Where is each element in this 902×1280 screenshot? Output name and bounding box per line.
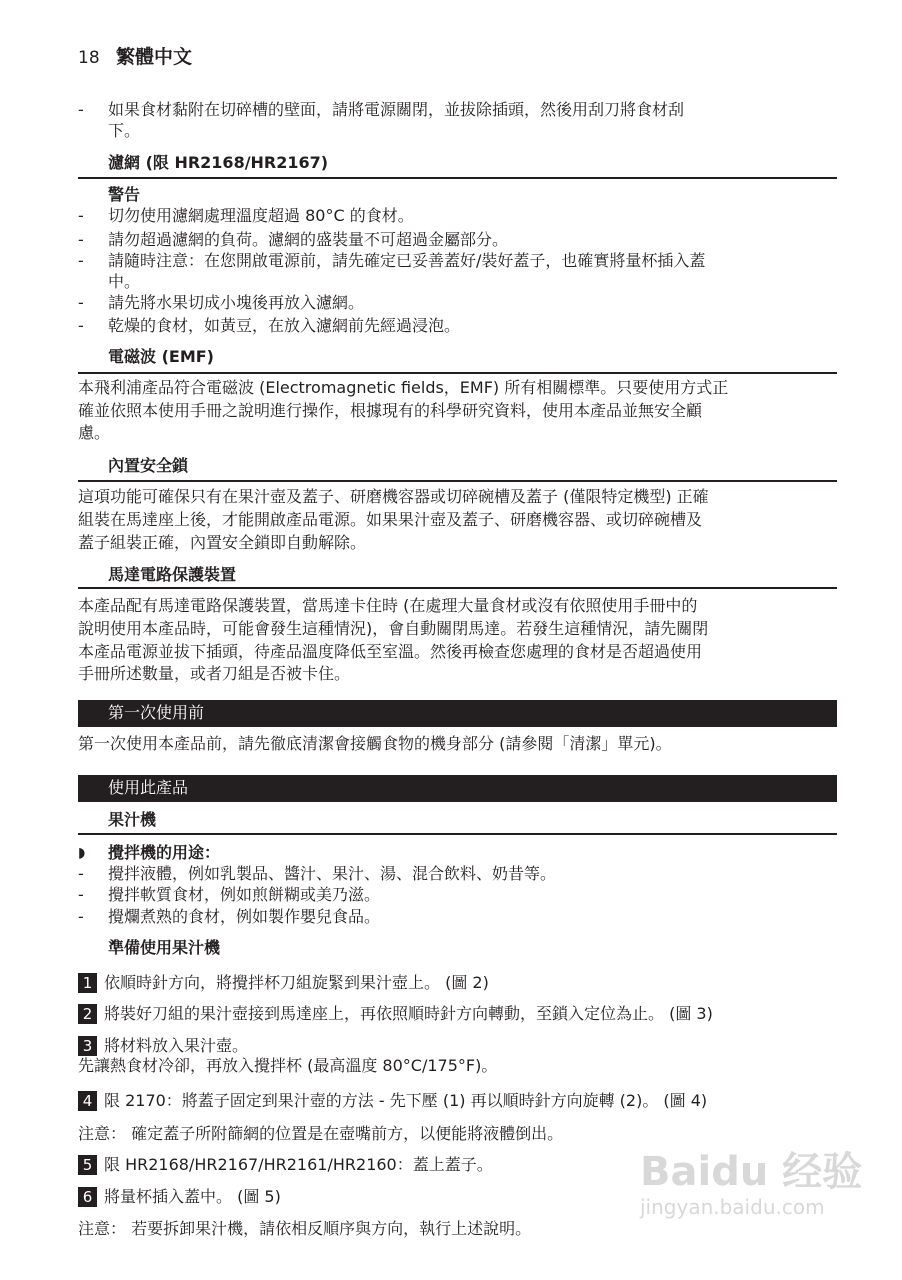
watermark-brand: Baidu 经验 xyxy=(640,1149,863,1195)
filter-heading: 濾網 (限 HR2168/HR2167) xyxy=(108,153,329,172)
purpose-item: 攪拌軟質食材，例如煎餅糊或美乃滋。 xyxy=(108,885,381,904)
bullet-dash: - xyxy=(78,251,84,270)
bullet-dash: - xyxy=(78,293,84,312)
emf-line: 本飛利浦產品符合電磁波 (Electromagnetic fields，EMF) 所有相關標準。只要使用方式正 xyxy=(78,378,729,397)
page-number: 18 xyxy=(78,48,100,68)
safety-lock-heading: 內置安全鎖 xyxy=(108,456,189,475)
divider xyxy=(78,480,837,482)
safety-lock-line: 組裝在馬達座上後，才能開啟產品電源。如果果汁壺及蓋子、研磨機容器、或切碎碗槽及 xyxy=(78,510,703,529)
intro-line: 如果食材黏附在切碎槽的壁面，請將電源關閉，並拔除插頭，然後用刮刀將食材刮 xyxy=(108,100,685,119)
step-text: 將量杯插入蓋中。 (圖 5) xyxy=(104,1187,281,1206)
step-number: 3 xyxy=(78,1036,97,1056)
motor-line: 說明使用本產品時，可能會發生這種情況)，會自動關閉馬達。若發生這種情況，請先關閉 xyxy=(78,619,709,638)
bullet-dash: - xyxy=(78,907,84,926)
step-text: 依順時針方向，將攪拌杯刀組旋緊到果汁壺上。 (圖 2) xyxy=(104,973,489,992)
warning-label: 警告 xyxy=(108,185,141,204)
warning-item: 請勿超過濾網的負荷。濾網的盛裝量不可超過金屬部分。 xyxy=(108,230,509,249)
step-text: 將材料放入果汁壺。 xyxy=(104,1036,249,1055)
purpose-title: 攪拌機的用途： xyxy=(108,843,221,862)
warning-item: 請先將水果切成小塊後再放入濾網。 xyxy=(108,293,365,312)
warning-item: 請隨時注意：在您開啟電源前，請先確定已妥善蓋好/裝好蓋子，也確實將量杯插入蓋 xyxy=(108,251,706,270)
prep-heading: 準備使用果汁機 xyxy=(108,938,221,957)
warning-item: 切勿使用濾網處理溫度超過 80°C 的食材。 xyxy=(108,206,414,225)
emf-heading: 電磁波 (EMF) xyxy=(108,347,214,366)
safety-lock-line: 這項功能可確保只有在果汁壺及蓋子、研磨機容器或切碎碗槽及蓋子 (僅限特定機型) 正確 xyxy=(78,487,709,506)
motor-line: 本產品電源並拔下插頭，待產品溫度降低至室溫。然後再檢查您處理的食材是否超過使用 xyxy=(78,642,703,661)
step-text: 將裝好刀組的果汁壺接到馬達座上，再依照順時針方向轉動，至鎖入定位為止。 (圖 3) xyxy=(104,1004,713,1023)
step-text: 限 HR2168/HR2167/HR2161/HR2160：蓋上蓋子。 xyxy=(104,1155,493,1174)
baidu-watermark-logo xyxy=(640,1150,862,1220)
bullet-dash: - xyxy=(78,100,84,119)
warning-item: 乾燥的食材，如黃豆，在放入濾網前先經過浸泡。 xyxy=(108,316,461,335)
first-use-text: 第一次使用本產品前，請先徹底清潔會接觸食物的機身部分 (請參閱「清潔」單元)。 xyxy=(78,734,672,753)
note: 注意： 若要拆卸果汁機，請依相反順序與方向，執行上述說明。 xyxy=(78,1219,532,1238)
purpose-item: 攪爛煮熟的食材，例如製作嬰兒食品。 xyxy=(108,907,381,926)
warning-item: 中。 xyxy=(108,272,141,291)
purpose-item: 攪拌液體，例如乳製品、醬汁、果汁、湯、混合飲料、奶昔等。 xyxy=(108,864,557,883)
section-bar-use-product xyxy=(78,775,837,802)
divider xyxy=(78,587,837,589)
motor-line: 手冊所述數量，或者刀組是否被卡住。 xyxy=(78,664,351,683)
step-number: 6 xyxy=(78,1187,97,1207)
step-subtext: 先讓熱食材冷卻，再放入攪拌杯 (最高溫度 80°C/175°F)。 xyxy=(78,1056,498,1075)
intro-line: 下。 xyxy=(108,121,141,140)
divider xyxy=(78,833,837,835)
motor-heading: 馬達電路保護裝置 xyxy=(108,565,237,584)
divider xyxy=(78,372,837,374)
bullet-dash: - xyxy=(78,864,84,883)
step-number: 1 xyxy=(78,973,97,993)
bullet-dash: - xyxy=(78,206,84,225)
page-language-title: 繁體中文 xyxy=(116,46,193,68)
bullet-dash: - xyxy=(78,316,84,335)
bullet-dash: - xyxy=(78,230,84,249)
motor-line: 本產品配有馬達電路保護裝置，當馬達卡住時 (在處理大量食材或沒有依照使用手冊中的 xyxy=(78,596,698,615)
safety-lock-line: 蓋子組裝正確，內置安全鎖即自動解除。 xyxy=(78,533,367,552)
triangle-bullet-icon: ◗ xyxy=(78,845,86,861)
section-title: 使用此產品 xyxy=(108,778,189,797)
note: 注意： 確定蓋子所附篩網的位置是在壺嘴前方，以便能將液體倒出。 xyxy=(78,1124,564,1143)
step-number: 4 xyxy=(78,1091,97,1111)
step-text: 限 2170：將蓋子固定到果汁壺的方法 - 先下壓 (1) 再以順時針方向旋轉 (2)。 (圖 4) xyxy=(104,1091,708,1110)
step-number: 5 xyxy=(78,1155,97,1175)
emf-line: 慮。 xyxy=(78,423,111,442)
section-title: 第一次使用前 xyxy=(108,703,205,722)
step-number: 2 xyxy=(78,1004,97,1024)
blender-heading: 果汁機 xyxy=(108,810,157,829)
emf-line: 確並依照本使用手冊之說明進行操作，根據現有的科學研究資料，使用本產品並無安全顧 xyxy=(78,401,703,420)
watermark-url: jingyan.baidu.com xyxy=(640,1195,825,1219)
divider xyxy=(78,177,837,179)
bullet-dash: - xyxy=(78,885,84,904)
section-bar-first-use xyxy=(78,700,837,727)
